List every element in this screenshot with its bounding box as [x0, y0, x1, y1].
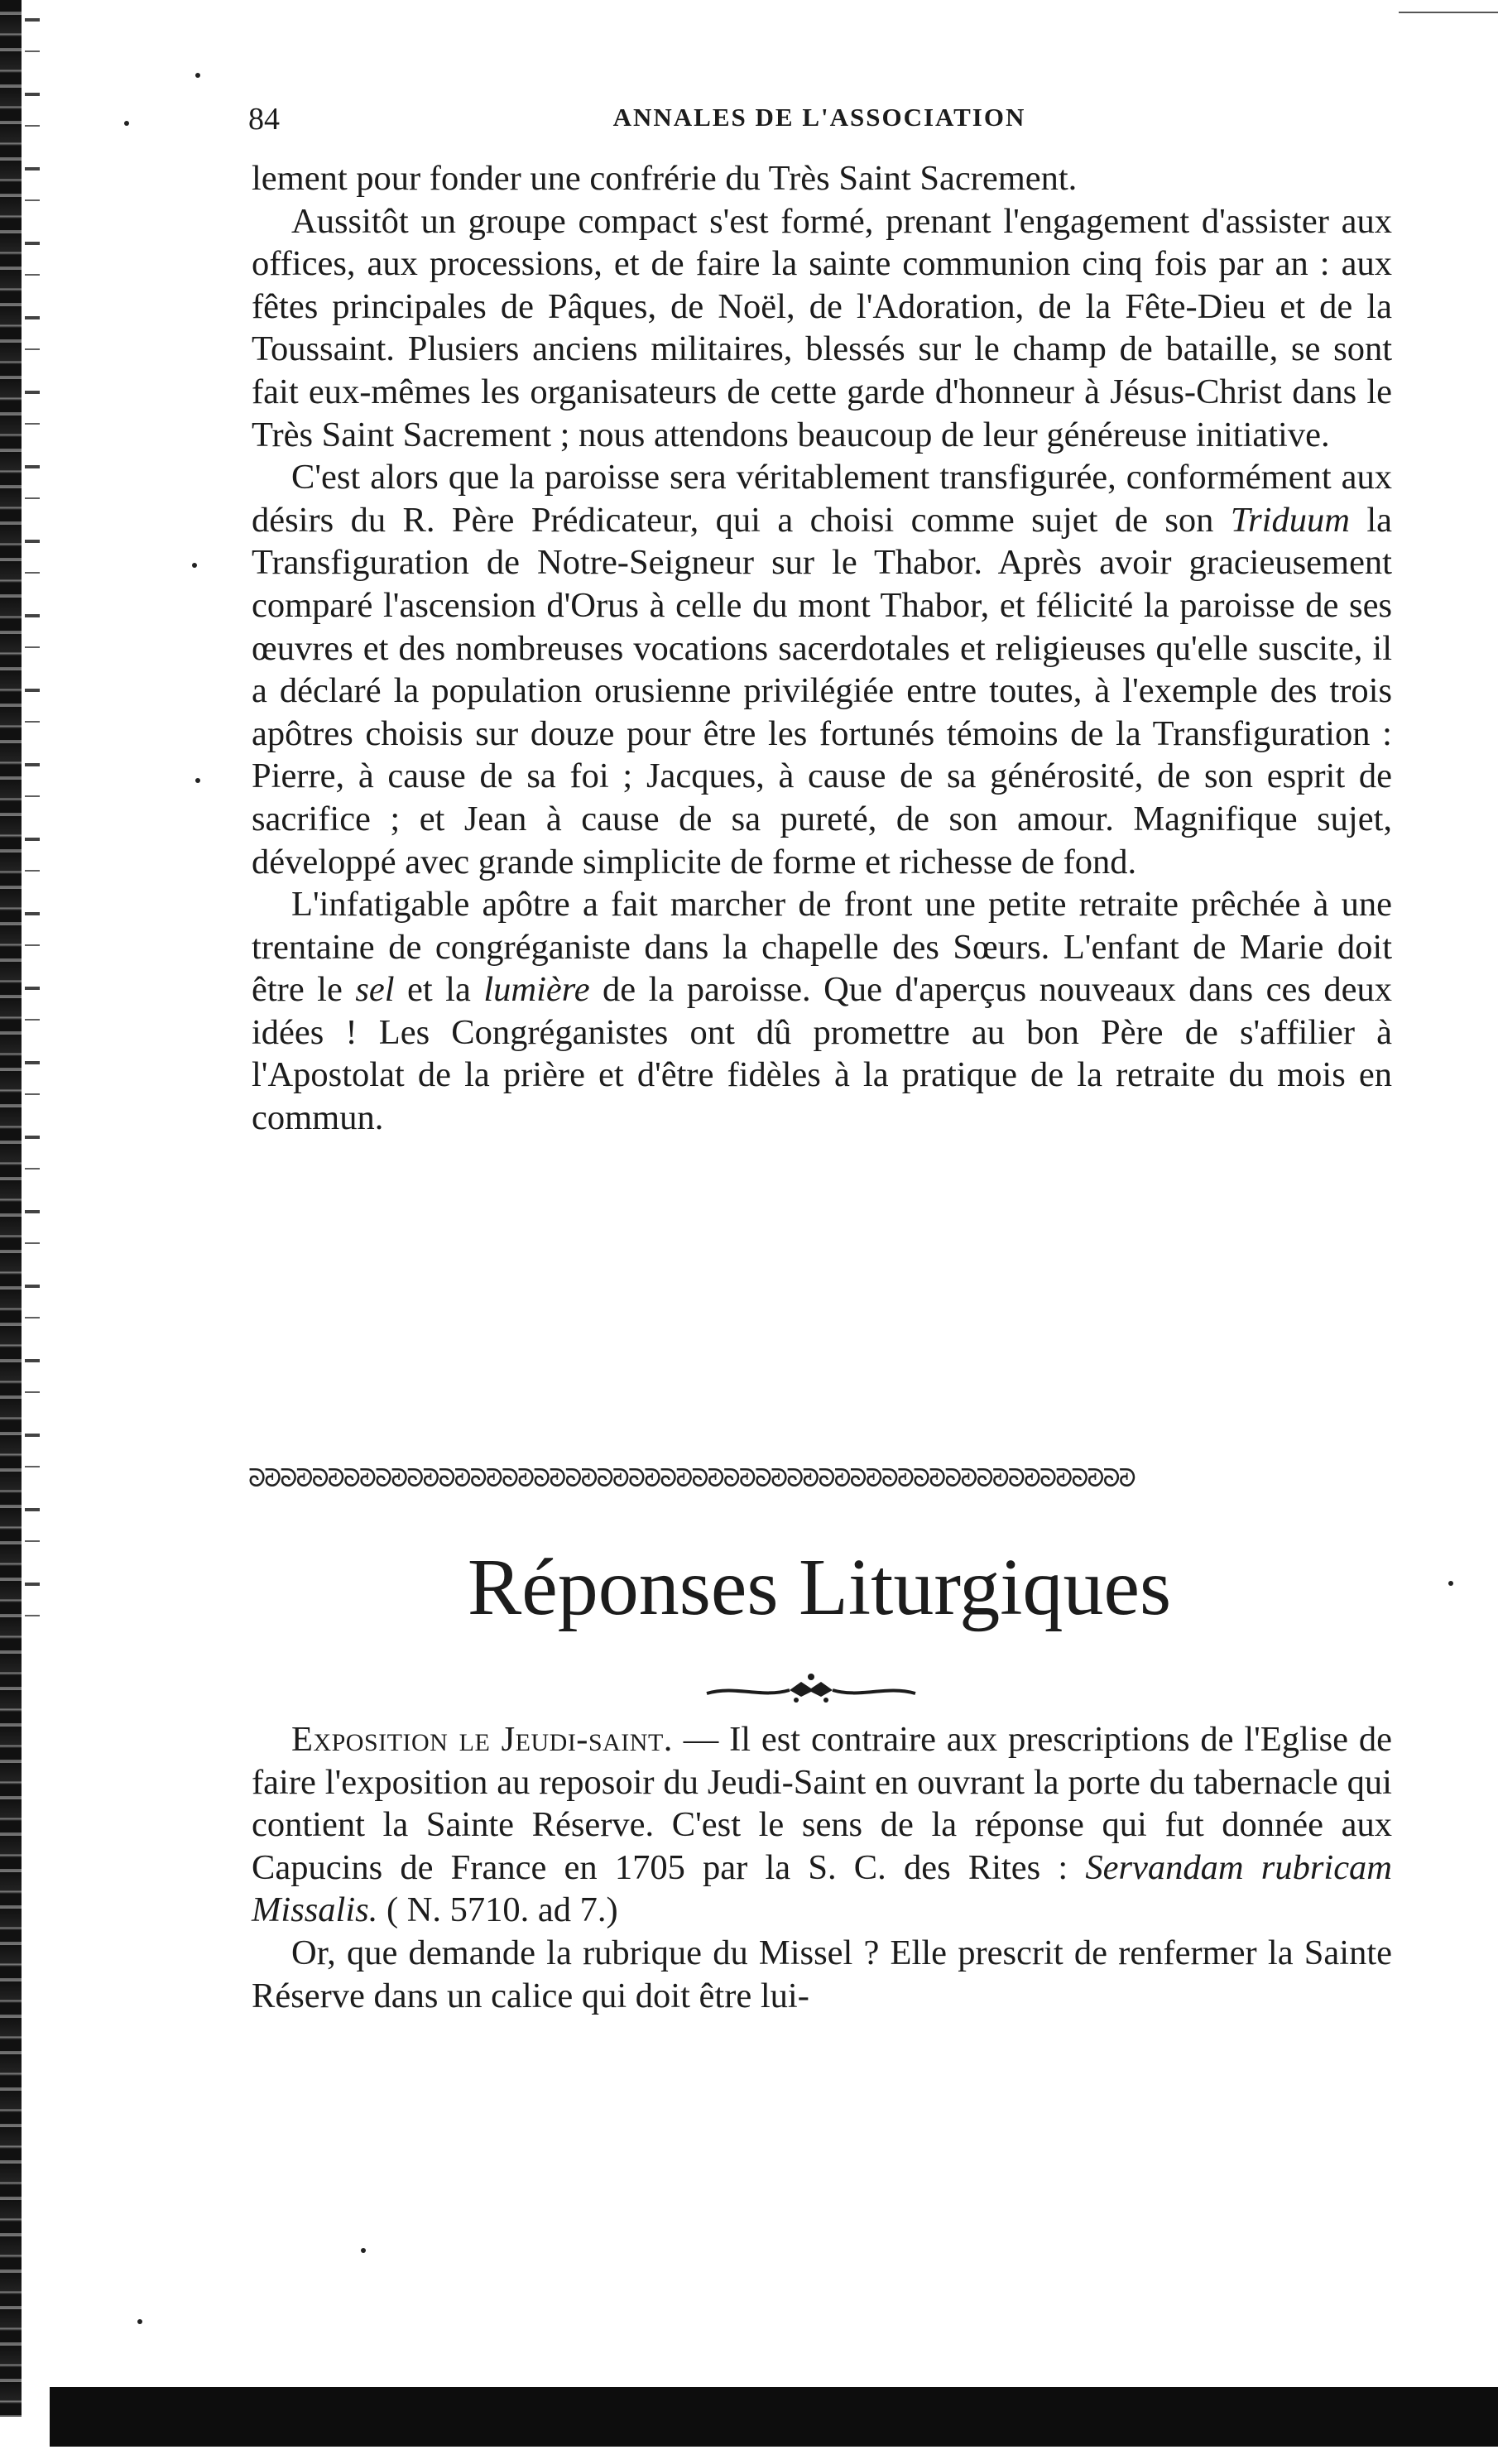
- text-run: C'est alors que la paroisse sera véritablement transfigurée, conformément aux désirs du R. Père Prédicateur, qui a choisi comme sujet de son: [252, 458, 1392, 540]
- page-number: 84: [248, 102, 280, 137]
- scan-speck: [195, 73, 200, 78]
- section-body: [252, 1718, 1392, 2017]
- scan-speck: [361, 2248, 366, 2253]
- paragraph: Aussitôt un groupe compact s'est formé, prenant l'engagement d'assister aux offices, aux processions, et de faire la sainte communion cinq fois par an : aux fêtes principales de Pâques, de Noël, de l'Adoration, de la Fête-Dieu et de la Toussaint. Plusiers anciens militaires, blessés sur le champ de bataille, se sont fait eux-mêmes les organisateurs de cette garde d'honneur à Jésus-Christ dans le Très Saint Sacrement ; nous attendons beaucoup de leur généreuse initiative.: [252, 201, 1392, 454]
- section-title: Réponses Liturgiques: [467, 1543, 1172, 1632]
- scan-speck: [195, 778, 200, 783]
- text-run: la Transfiguration de Notre-Seigneur sur le Thabor. Après avoir gracieusement comparé l'ascension d'Orus à celle du mont Thabor, et félicité la paroisse de ses œuvres et des nombreuses vocations sacerdotales et religieuses qu'elle suscite, il a déclaré la population orusienne privilégiée entre toutes, à l'exemple des trois apôtres choisis sur douze pour être les fortunés témoins de la Transfiguration : Pierre, à cause de sa foi ; Jacques, à cause de sa générosité, de son esprit de sacrifice ; et Jean à cause de sa pureté, de son amour. Magnifique sujet, développé avec grande simplicite de forme et richesse de fond.: [252, 500, 1393, 881]
- italic-citation: Servandam rubricam Missalis.: [252, 1847, 1393, 1930]
- paragraph: lement pour fonder une confrérie du Très Saint Sacrement.: [252, 159, 1078, 198]
- italic-term: Triduum: [1230, 500, 1350, 540]
- scan-edge-rule: [1399, 12, 1498, 13]
- paragraph: Or, que demande la rubrique du Missel ? Elle prescrit de renfermer la Sainte Réserve dans un calice qui doit être lui-: [252, 1933, 1392, 2015]
- paragraph: [252, 1718, 1392, 1932]
- scan-speck: [124, 121, 129, 126]
- scan-speck: [192, 563, 197, 568]
- entry-heading: Exposition le Jeudi-saint.: [291, 1720, 673, 1759]
- flourish-ornament: [703, 1670, 919, 1703]
- article-body: [252, 157, 1392, 1140]
- scan-specks: [25, 0, 40, 1655]
- text-run: — Il est contraire aux prescriptions de l'Eglise de faire l'exposition au reposoir du Jeudi-Saint en ouvrant la porte du tabernacle qui contient la Sainte Réserve. C'est le sens de la réponse qui fut donnée aux Capucins de France en 1705 par la S. C. des Rites :: [252, 1720, 1392, 1887]
- scan-bottom-edge: [50, 2387, 1498, 2447]
- running-head: ANNALES DE L'ASSOCIATION: [612, 103, 1026, 132]
- paragraph: [252, 883, 1392, 1140]
- italic-term: sel: [355, 970, 395, 1010]
- text-run: ( N. 5710. ad 7.): [377, 1890, 618, 1930]
- scan-speck: [1448, 1581, 1453, 1586]
- italic-term: lumière: [483, 970, 590, 1010]
- ornamental-divider: ᘐᘑᘐᘑᘐᘑᘐᘑᘐᘑᘐᘑᘐᘑᘐᘑᘐᘑᘐᘑᘐᘑᘐᘑᘐᘑᘐᘑᘐᘑᘐᘑᘐᘑᘐᘑᘐᘑᘐᘑᘐᘑᘐᘑᘐᘑᘐᘑᘐᘑᘐᘑᘐᘑᘐᘑ: [248, 1465, 1135, 1492]
- text-run: L'infatigable apôtre a fait marcher de front une petite retraite prêchée à une trentaine de congréganiste dans la chapelle des Sœurs. L'enfant de Marie doit être le: [252, 885, 1392, 1010]
- paragraph: [252, 456, 1392, 883]
- text-run: de la paroisse. Que d'aperçus nouveaux dans ces deux idées ! Les Congréganistes ont dû promettre au bon Père de s'affilier à l'Apostolat de la prière et d'être fidèles à la pratique de la retraite du mois en commun.: [252, 970, 1393, 1138]
- scan-speck: [137, 2319, 142, 2324]
- text-run: et la: [394, 970, 484, 1010]
- binding-gutter-shadow: [0, 0, 22, 2417]
